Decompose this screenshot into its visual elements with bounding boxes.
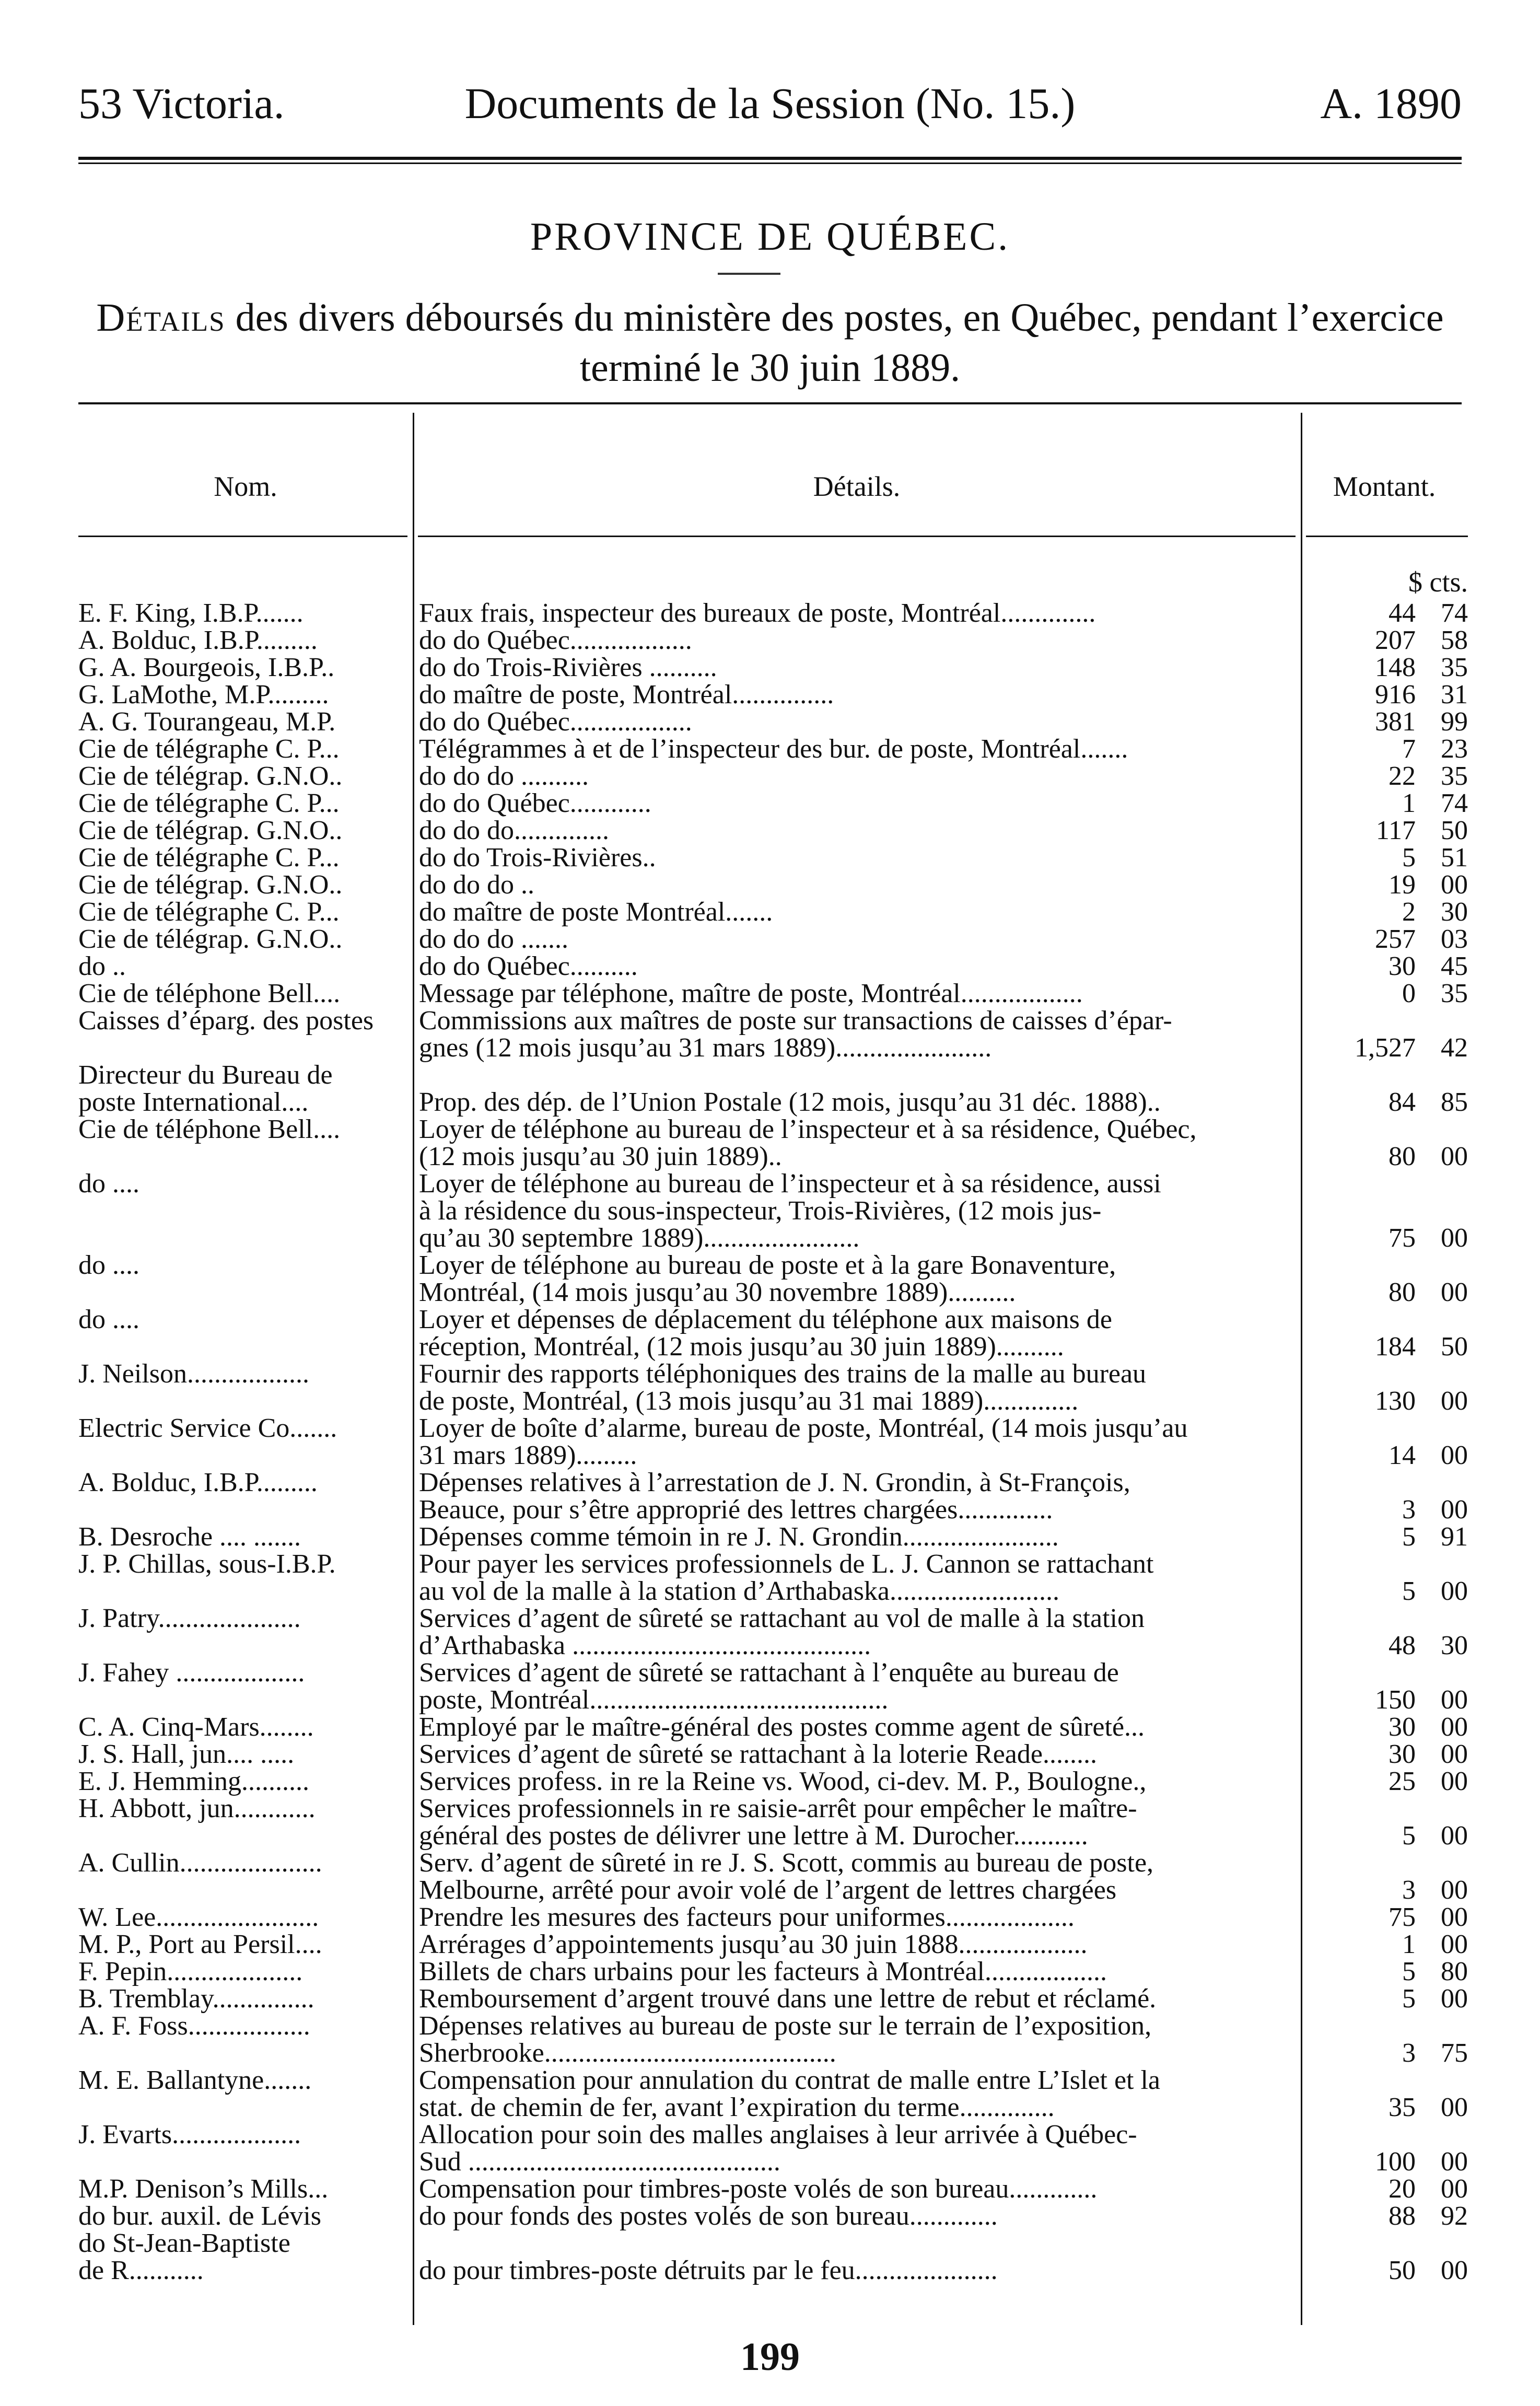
table-row	[78, 1904, 1468, 1931]
expense-details: Pour payer les services professionnels de L. J. Cannon se rattachant au vol de la malle à la station d’Arthabaska.........................	[419, 1549, 1154, 1606]
table-row	[78, 2067, 1468, 2121]
payee-name: Cie de télégraphe C. P...	[78, 788, 340, 818]
amount-cents: 45	[1441, 951, 1468, 981]
amount-dollars: 48	[1389, 1631, 1416, 1660]
payee-name: G. A. Bourgeois, I.B.P..	[78, 653, 335, 682]
amount-dollars: 916	[1375, 680, 1416, 710]
amount-cents: 74	[1441, 598, 1468, 628]
expense-details: Remboursement d’argent trouvé dans une lettre de rebut et réclamé.	[419, 1984, 1157, 2014]
payee-name: Directeur du Bureau de poste International....	[78, 1060, 333, 1117]
amount-dollars: 22	[1389, 761, 1416, 791]
table-row	[78, 1795, 1468, 1850]
expense-details: Dépenses relatives au bureau de poste sur le terrain de l’exposition, Sherbrooke...........................................	[419, 2011, 1152, 2068]
table-row	[78, 1931, 1468, 1958]
amount-cents: 30	[1441, 1631, 1468, 1660]
amount-dollars: 1	[1402, 788, 1416, 818]
expense-details: do maître de poste, Montréal...............	[419, 680, 834, 710]
amount-cents: 00	[1441, 1930, 1468, 1959]
amount-dollars: 80	[1389, 1277, 1416, 1307]
header-underline-amount	[1306, 536, 1468, 537]
payee-name: Electric Service Co.......	[78, 1413, 337, 1443]
amount-dollars: 44	[1389, 598, 1416, 628]
table-row	[78, 1170, 1468, 1252]
amount-dollars: 184	[1375, 1332, 1416, 1362]
payee-name: J. Evarts...................	[78, 2120, 301, 2149]
table-row	[78, 1469, 1468, 1524]
table-row	[78, 871, 1468, 899]
table-row	[78, 980, 1468, 1007]
amount	[1301, 1170, 1468, 1252]
amount-cents: 92	[1441, 2201, 1468, 2231]
amount-cents: 00	[1441, 1440, 1468, 1470]
payee-name: Cie de télégrap. G.N.O..	[78, 761, 343, 791]
header-double-rule	[78, 157, 1462, 164]
expense-details: do do Québec..................	[419, 707, 692, 737]
amount-dollars: 381	[1375, 707, 1416, 737]
amount-dollars: 150	[1375, 1685, 1416, 1715]
amount-cents: 50	[1441, 1332, 1468, 1362]
amount	[1301, 1551, 1468, 1605]
amount-dollars: 5	[1402, 1576, 1416, 1606]
payee-name: do bur. auxil. de Lévis	[78, 2201, 322, 2231]
amount	[1301, 1116, 1468, 1170]
intro-lead-word: Détails	[96, 296, 226, 340]
amount	[1301, 844, 1468, 871]
amount-dollars: 117	[1375, 816, 1416, 845]
amount	[1301, 871, 1468, 899]
payee-name: H. Abbott, jun............	[78, 1794, 316, 1823]
table-row	[78, 2121, 1468, 2176]
amount	[1301, 1850, 1468, 1904]
running-header	[78, 78, 1462, 131]
amount-cents: 00	[1441, 2256, 1468, 2285]
amount-dollars: 257	[1375, 924, 1416, 954]
amount	[1301, 708, 1468, 736]
table-row	[78, 1659, 1468, 1714]
payee-name: J. P. Chillas, sous-I.B.P.	[78, 1549, 336, 1579]
payee-name: M.P. Denison’s Mills...	[78, 2174, 329, 2204]
table-row	[78, 926, 1468, 953]
amount-dollars: 5	[1402, 843, 1416, 873]
payee-name: do ....	[78, 1305, 139, 1334]
table-row	[78, 1958, 1468, 1985]
expense-details: do maître de poste Montréal.......	[419, 897, 773, 927]
amount	[1301, 2067, 1468, 2121]
table-row	[78, 708, 1468, 736]
amount	[1301, 980, 1468, 1007]
expense-details: Services d’agent de sûreté se rattachant au vol de malle à la station d’Arthabaska ............................................	[419, 1603, 1145, 1660]
amount-cents: 30	[1441, 897, 1468, 927]
payee-name: Cie de téléphone Bell....	[78, 1114, 341, 1144]
payee-name: A. Bolduc, I.B.P.........	[78, 625, 318, 655]
expense-details: Loyer de téléphone au bureau de l’inspecteur et à sa résidence, Québec, (12 mois jusqu’au 30 juin 1889)..	[419, 1114, 1197, 1171]
table-row	[78, 2013, 1468, 2067]
payee-name: do ....	[78, 1250, 139, 1280]
expense-details: do pour timbres-poste détruits par le feu.....................	[419, 2256, 998, 2285]
intro-text: des divers déboursés du ministère des postes, en Québec, pendant l’exercice terminé le 30 juin 1889.	[225, 296, 1444, 390]
table-row	[78, 654, 1468, 681]
amount-dollars: 5	[1402, 1984, 1416, 2014]
currency-units: $ cts.	[1408, 566, 1468, 598]
amount-cents: 00	[1441, 1142, 1468, 1171]
table-row	[78, 817, 1468, 844]
payee-name: J. Neilson..................	[78, 1359, 309, 1389]
amount-cents: 91	[1441, 1522, 1468, 1552]
expense-details: Loyer de téléphone au bureau de poste et à la gare Bonaventure, Montréal, (14 mois jusqu’au 30 novembre 1889)..........	[419, 1250, 1116, 1307]
expense-details: do do Québec..........	[419, 951, 638, 981]
table-row	[78, 1768, 1468, 1795]
amount	[1301, 1931, 1468, 1958]
amount-dollars: 148	[1375, 653, 1416, 682]
payee-name: J. Patry.....................	[78, 1603, 301, 1633]
amount	[1301, 1524, 1468, 1551]
expense-details: Serv. d’agent de sûreté in re J. S. Scott, commis au bureau de poste, Melbourne, arrêté pour avoir volé de l’argent de lettres chargées	[419, 1848, 1154, 1905]
expense-details: Télégrammes à et de l’inspecteur des bur. de poste, Montréal.......	[419, 734, 1128, 764]
table-row	[78, 2230, 1468, 2284]
amount	[1301, 953, 1468, 980]
table-row	[78, 2176, 1468, 2203]
amount-cents: 80	[1441, 1957, 1468, 1986]
amount-cents: 00	[1441, 1984, 1468, 2014]
payee-name: Caisses d’éparg. des postes	[78, 1006, 374, 1036]
expense-details: Loyer et dépenses de déplacement du téléphone aux maisons de réception, Montréal, (12 mois jusqu’au 30 juin 1889)..........	[419, 1305, 1112, 1362]
payee-name: do ..	[78, 951, 126, 981]
amount-cents: 85	[1441, 1087, 1468, 1117]
amount	[1301, 1741, 1468, 1768]
amount-cents: 00	[1441, 1902, 1468, 1932]
expense-details: Employé par le maître-général des postes comme agent de sûreté...	[419, 1712, 1145, 1742]
table-row	[78, 1116, 1468, 1170]
amount-dollars: 35	[1389, 2093, 1416, 2122]
payee-name: do ....	[78, 1169, 139, 1199]
payee-name: J. Fahey ...................	[78, 1658, 305, 1688]
payee-name: Cie de télégrap. G.N.O..	[78, 816, 343, 845]
amount-dollars: 2	[1402, 897, 1416, 927]
amount-cents: 03	[1441, 924, 1468, 954]
expense-details: Compensation pour timbres-poste volés de son bureau.............	[419, 2174, 1098, 2204]
amount-cents: 23	[1441, 734, 1468, 764]
amount	[1301, 2176, 1468, 2203]
amount-cents: 00	[1441, 1739, 1468, 1769]
header-year: A. 1890	[1320, 79, 1462, 128]
amount-dollars: 30	[1389, 1739, 1416, 1769]
amount-dollars: 207	[1375, 625, 1416, 655]
table-row	[78, 1252, 1468, 1306]
expense-details: Services professionnels in re saisie-arrêt pour empêcher le maître- général des postes de délivrer une lettre à M. Durocher...........	[419, 1794, 1137, 1851]
amount-dollars: 30	[1389, 951, 1416, 981]
amount-cents: 00	[1441, 1875, 1468, 1905]
page-title: PROVINCE DE QUÉBEC.	[530, 215, 1010, 259]
expense-details: do do do..............	[419, 816, 609, 845]
amount-cents: 00	[1441, 1712, 1468, 1742]
amount-dollars: 5	[1402, 1821, 1416, 1851]
amount-dollars: 5	[1402, 1522, 1416, 1552]
amount	[1301, 1768, 1468, 1795]
table-row	[78, 844, 1468, 871]
table-row	[78, 2203, 1468, 2230]
amount	[1301, 1415, 1468, 1469]
page-number: 199	[740, 2335, 800, 2379]
table-row	[78, 1361, 1468, 1415]
amount-cents: 00	[1441, 2093, 1468, 2122]
header-underline-details	[418, 536, 1296, 537]
amount-cents: 00	[1441, 1685, 1468, 1715]
amount-dollars: 3	[1402, 2038, 1416, 2068]
amount	[1301, 1904, 1468, 1931]
amount-dollars: 80	[1389, 1142, 1416, 1171]
amount	[1301, 926, 1468, 953]
column-header-details: Détails.	[813, 471, 901, 502]
payee-name: E. F. King, I.B.P.......	[78, 598, 304, 628]
payee-name: A. Bolduc, I.B.P.........	[78, 1468, 318, 1497]
payee-name: Cie de télégrap. G.N.O..	[78, 870, 343, 900]
expense-details: do do do .......	[419, 924, 568, 954]
amount-dollars: 50	[1389, 2256, 1416, 2285]
payee-name: B. Tremblay...............	[78, 1984, 314, 2014]
amount-dollars: 30	[1389, 1712, 1416, 1742]
amount-dollars: 19	[1389, 870, 1416, 900]
table-row	[78, 1062, 1468, 1116]
amount	[1301, 1714, 1468, 1741]
amount-cents: 00	[1441, 1277, 1468, 1307]
amount-cents: 35	[1441, 979, 1468, 1008]
expense-details: Prendre les mesures des facteurs pour uniformes...................	[419, 1902, 1075, 1932]
payee-name: E. J. Hemming..........	[78, 1766, 309, 1796]
column-header-amount: Montant.	[1333, 471, 1436, 502]
amount-dollars: 20	[1389, 2174, 1416, 2204]
amount-cents: 00	[1441, 1223, 1468, 1253]
expense-details: Arrérages d’appointements jusqu’au 30 juin 1888...................	[419, 1930, 1088, 1959]
amount	[1301, 2013, 1468, 2067]
amount	[1301, 1985, 1468, 2013]
header-underline-name	[78, 536, 407, 537]
title-short-rule	[718, 273, 780, 275]
amount-cents: 31	[1441, 680, 1468, 710]
payee-name: Cie de télégraphe C. P...	[78, 734, 340, 764]
table-top-rule	[78, 402, 1462, 404]
amount-cents: 00	[1441, 870, 1468, 900]
amount-cents: 50	[1441, 816, 1468, 845]
payee-name: B. Desroche .... .......	[78, 1522, 301, 1552]
amount-cents: 75	[1441, 2038, 1468, 2068]
payee-name: Cie de télégraphe C. P...	[78, 897, 340, 927]
expense-details: Prop. des dép. de l’Union Postale (12 mois, jusqu’au 31 déc. 1888)..	[419, 1087, 1161, 1117]
amount	[1301, 1469, 1468, 1524]
table-row	[78, 1007, 1468, 1062]
amount	[1301, 600, 1468, 627]
amount-dollars: 84	[1389, 1087, 1416, 1117]
amount-cents: 42	[1441, 1033, 1468, 1063]
amount	[1301, 1361, 1468, 1415]
amount-dollars: 75	[1389, 1223, 1416, 1253]
amount-dollars: 5	[1402, 1957, 1416, 1986]
expense-details: Billets de chars urbains pour les facteurs à Montréal..................	[419, 1957, 1107, 1986]
table-row	[78, 1605, 1468, 1659]
payee-name: A. Cullin.....................	[78, 1848, 322, 1878]
table-row	[78, 1551, 1468, 1605]
amount-dollars: 88	[1389, 2201, 1416, 2231]
table-row	[78, 1850, 1468, 1904]
amount	[1301, 1007, 1468, 1062]
expense-table-body	[78, 600, 1468, 2284]
table-row	[78, 600, 1468, 627]
amount	[1301, 1306, 1468, 1361]
table-row	[78, 1714, 1468, 1741]
header-document-title: Documents de la Session (No. 15.)	[464, 79, 1076, 128]
amount	[1301, 2203, 1468, 2230]
expense-details: do do Trois-Rivières..	[419, 843, 656, 873]
amount-dollars: 25	[1389, 1766, 1416, 1796]
table-row	[78, 899, 1468, 926]
amount-cents: 51	[1441, 843, 1468, 873]
expense-details: Faux frais, inspecteur des bureaux de poste, Montréal..............	[419, 598, 1096, 628]
amount-cents: 00	[1441, 2174, 1468, 2204]
amount-dollars: 14	[1389, 1440, 1416, 1470]
expense-details: do do do ..	[419, 870, 534, 900]
table-row	[78, 1524, 1468, 1551]
expense-details: Loyer de boîte d’alarme, bureau de poste, Montréal, (14 mois jusqu’au 31 mars 1889).........	[419, 1413, 1188, 1470]
expense-details: Services d’agent de sûreté se rattachant à la loterie Reade........	[419, 1739, 1097, 1769]
table-row	[78, 681, 1468, 708]
amount-dollars: 1	[1402, 1930, 1416, 1959]
amount	[1301, 1252, 1468, 1306]
amount-cents: 00	[1441, 1821, 1468, 1851]
intro-paragraph	[78, 293, 1462, 393]
expense-details: Message par téléphone, maître de poste, Montréal..................	[419, 979, 1083, 1008]
payee-name: A. G. Tourangeau, M.P.	[78, 707, 336, 737]
table-row	[78, 1741, 1468, 1768]
amount-dollars: 7	[1402, 734, 1416, 764]
amount	[1301, 899, 1468, 926]
payee-name: M. E. Ballantyne.......	[78, 2065, 312, 2095]
amount	[1301, 790, 1468, 817]
amount	[1301, 1795, 1468, 1850]
table-row	[78, 763, 1468, 790]
expense-details: do do Québec............	[419, 788, 651, 818]
amount-cents: 00	[1441, 1576, 1468, 1606]
payee-name: do St-Jean-Baptiste de R...........	[78, 2228, 290, 2285]
header-session-year: 53 Victoria.	[78, 79, 285, 128]
amount-cents: 00	[1441, 2147, 1468, 2177]
amount-dollars: 75	[1389, 1902, 1416, 1932]
amount-dollars: 130	[1375, 1386, 1416, 1416]
expense-details: do do Québec..................	[419, 625, 692, 655]
amount-cents: 00	[1441, 1386, 1468, 1416]
expense-details: Loyer de téléphone au bureau de l’inspecteur et à sa résidence, aussi à la résidence du sous-inspecteur, Trois-Rivières, (12 mois jus- qu’au 30 septembre 1889).......................	[419, 1169, 1161, 1253]
amount	[1301, 681, 1468, 708]
payee-name: A. F. Foss..................	[78, 2011, 310, 2041]
expense-details: Allocation pour soin des malles anglaises à leur arrivée à Québec- Sud ..............................................	[419, 2120, 1137, 2177]
expense-details: do do Trois-Rivières ..........	[419, 653, 717, 682]
amount	[1301, 1062, 1468, 1116]
amount	[1301, 627, 1468, 654]
table-row	[78, 790, 1468, 817]
amount-cents: 00	[1441, 1766, 1468, 1796]
payee-name: Cie de télégraphe C. P...	[78, 843, 340, 873]
expense-details: Dépenses comme témoin in re J. N. Grondin.......................	[419, 1522, 1059, 1552]
amount-dollars: 3	[1402, 1495, 1416, 1525]
payee-name: W. Lee........................	[78, 1902, 319, 1932]
expense-details: do do do ..........	[419, 761, 589, 791]
amount	[1301, 2230, 1468, 2284]
expense-details: Commissions aux maîtres de poste sur transactions de caisses d’épar- gnes (12 mois jusqu’au 31 mars 1889).......................	[419, 1006, 1172, 1063]
payee-name: J. S. Hall, jun.... .....	[78, 1739, 295, 1769]
payee-name: C. A. Cinq-Mars........	[78, 1712, 314, 1742]
expense-details: do pour fonds des postes volés de son bureau.............	[419, 2201, 998, 2231]
payee-name: G. LaMothe, M.P.........	[78, 680, 329, 710]
amount-cents: 74	[1441, 788, 1468, 818]
amount-cents: 35	[1441, 653, 1468, 682]
payee-name: M. P., Port au Persil....	[78, 1930, 322, 1959]
amount-cents: 35	[1441, 761, 1468, 791]
expense-details: Services d’agent de sûreté se rattachant à l’enquête au bureau de poste, Montréal............................................	[419, 1658, 1119, 1715]
amount	[1301, 654, 1468, 681]
amount	[1301, 763, 1468, 790]
amount-cents: 00	[1441, 1495, 1468, 1525]
amount	[1301, 1958, 1468, 1985]
amount	[1301, 736, 1468, 763]
payee-name: Cie de télégrap. G.N.O..	[78, 924, 343, 954]
table-row	[78, 1306, 1468, 1361]
expense-details: Compensation pour annulation du contrat de malle entre L’Islet et la stat. de chemin de fer, avant l’expiration du terme..............	[419, 2065, 1161, 2122]
amount-dollars: 0	[1402, 979, 1416, 1008]
amount	[1301, 817, 1468, 844]
amount	[1301, 2121, 1468, 2176]
table-row	[78, 953, 1468, 980]
amount-dollars: 100	[1375, 2147, 1416, 2177]
amount-dollars: 1,527	[1355, 1033, 1416, 1063]
table-row	[78, 627, 1468, 654]
amount-cents: 99	[1441, 707, 1468, 737]
expense-details: Services profess. in re la Reine vs. Wood, ci-dev. M. P., Boulogne.,	[419, 1766, 1147, 1796]
table-row	[78, 1415, 1468, 1469]
payee-name: F. Pepin....................	[78, 1957, 303, 1986]
amount-cents: 58	[1441, 625, 1468, 655]
payee-name: Cie de téléphone Bell....	[78, 979, 341, 1008]
column-header-name: Nom.	[214, 471, 277, 502]
amount-dollars: 3	[1402, 1875, 1416, 1905]
table-row	[78, 736, 1468, 763]
amount	[1301, 1605, 1468, 1659]
expense-details: Fournir des rapports téléphoniques des trains de la malle au bureau de poste, Montréal, (13 mois jusqu’au 31 mai 1889)..............	[419, 1359, 1147, 1416]
table-row	[78, 1985, 1468, 2013]
amount	[1301, 1659, 1468, 1714]
expense-details: Dépenses relatives à l’arrestation de J. N. Grondin, à St-François, Beauce, pour s’être approprié des lettres chargées..............	[419, 1468, 1130, 1525]
